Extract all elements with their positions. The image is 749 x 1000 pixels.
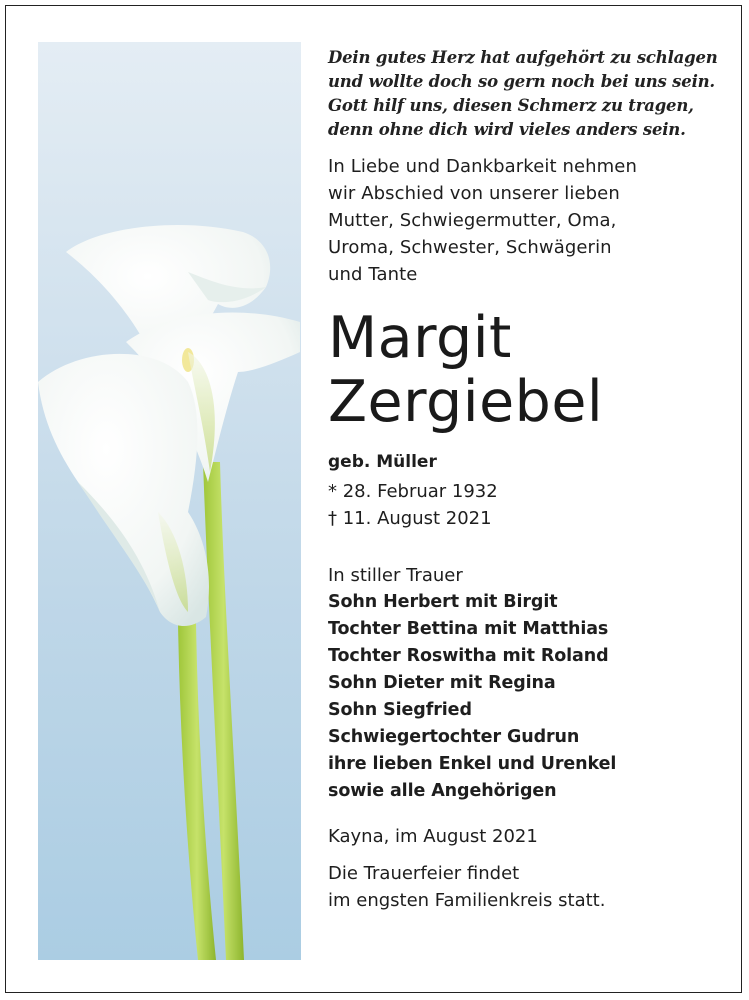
deceased-name [328, 306, 728, 434]
calla-lily-icon [38, 42, 301, 960]
intro-line: und Tante [328, 264, 418, 285]
poem-line: Dein gutes Herz hat aufgehört zu schlagen [328, 48, 718, 67]
mourner-name: Sohn Herbert mit Birgit [328, 592, 558, 612]
last-name: Zergiebel [328, 369, 604, 435]
mourner-name: Sohn Siegfried [328, 700, 472, 720]
mourner-name: Schwiegertochter Gudrun [328, 727, 580, 747]
intro-line: Uroma, Schwester, Schwägerin [328, 237, 612, 258]
text-column [328, 46, 728, 914]
first-name: Margit [328, 305, 512, 371]
poem-line: Gott hilf uns, diesen Schmerz zu tragen, [328, 96, 694, 115]
mourner-name: Tochter Bettina mit Matthias [328, 619, 609, 639]
mourner-name: Tochter Roswitha mit Roland [328, 646, 609, 666]
death-date: † 11. August 2021 [328, 508, 492, 529]
intro-line: wir Abschied von unserer lieben [328, 183, 620, 204]
poem-line: denn ohne dich wird vieles anders sein. [328, 120, 686, 139]
intro-line: Mutter, Schwiegermutter, Oma, [328, 210, 617, 231]
birth-date: * 28. Februar 1932 [328, 481, 498, 502]
life-dates [328, 478, 728, 532]
poem-line: und wollte doch so gern noch bei uns sein. [328, 72, 715, 91]
funeral-note [328, 860, 728, 914]
mourner-name: ihre lieben Enkel und Urenkel [328, 754, 617, 774]
funeral-note-line: im engsten Familienkreis statt. [328, 890, 606, 911]
place-date: Kayna, im August 2021 [328, 826, 538, 847]
intro-text [328, 153, 728, 288]
mourners-heading: In stiller Trauer [328, 565, 463, 586]
calla-lily-image [38, 42, 301, 960]
mourner-name: Sohn Dieter mit Regina [328, 673, 556, 693]
mourners [328, 562, 728, 805]
intro-line: In Liebe und Dankbarkeit nehmen [328, 156, 637, 177]
mourner-name: sowie alle Angehörigen [328, 781, 557, 801]
funeral-note-line: Die Trauerfeier findet [328, 863, 520, 884]
maiden-name: geb. Müller [328, 452, 437, 472]
poem [328, 46, 728, 142]
